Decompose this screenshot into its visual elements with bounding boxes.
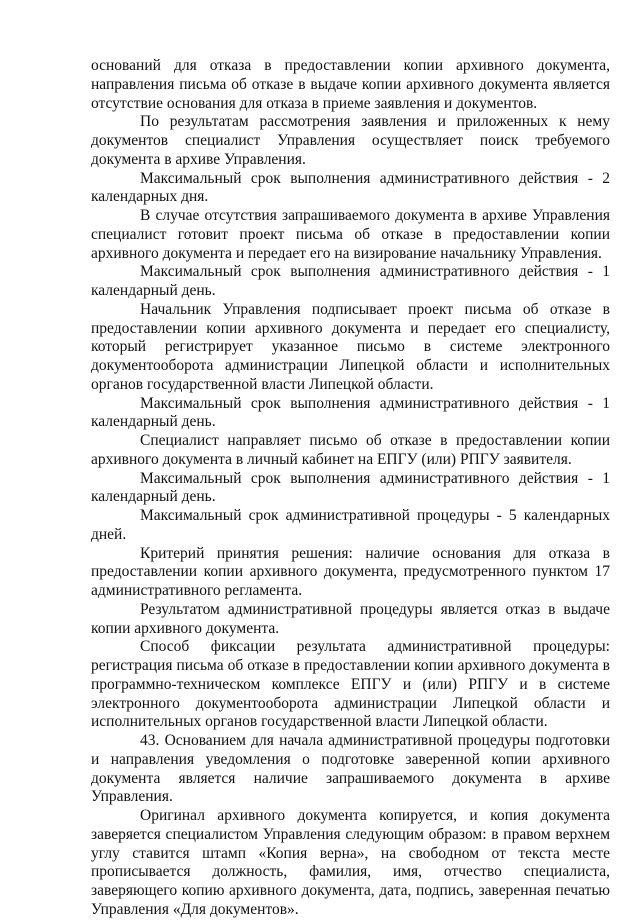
paragraph-7: Максимальный срок выполнения административного действия - 1 календарный день. [91, 394, 610, 431]
paragraph-14: 43. Основанием для начала административной процедуры подготовки и направления уведомления о подготовке заверенной копии архивного документа является наличие запрашиваемого документа в архиве Управления. [91, 732, 610, 806]
document-page [91, 57, 610, 920]
paragraph-8: Специалист направляет письмо об отказе в предоставлении копии архивного документа в личный кабинет на ЕПГУ (или) РПГУ заявителя. [91, 432, 610, 468]
paragraph-11: Критерий принятия решения: наличие основания для отказа в предоставлении копии архивного документа, предусмотренного пунктом 17 административного регламента. [91, 544, 610, 599]
paragraph-13: Способ фиксации результата административной процедуры: регистрация письма об отказе в предоставлении копии архивного документа в программно-техническом комплексе ЕПГУ и (или) РПГУ и в системе электронного документооборота администрации Липецкой области и исполнительных органов государственной власти Липецкой области. [91, 638, 610, 731]
paragraph-1: оснований для отказа в предоставлении копии архивного документа, направления письма об отказе в выдаче копии архивного документа является отсутствие основания для отказа в приеме заявления и документов. [91, 57, 610, 112]
paragraph-5: Максимальный срок выполнения административного действия - 1 календарный день. [91, 263, 610, 299]
paragraph-10: Максимальный срок административной процедуры - 5 календарных дней. [91, 507, 610, 543]
paragraph-3: Максимальный срок выполнения административного действия - 2 календарных дня. [91, 169, 610, 206]
paragraph-12: Результатом административной процедуры является отказ в выдаче копии архивного документа. [91, 600, 610, 637]
paragraph-4: В случае отсутствия запрашиваемого документа в архиве Управления специалист готовит проект письма об отказе в предоставлении копии архивного документа и передает его на визирование начальнику Управления. [91, 207, 610, 262]
paragraph-9: Максимальный срок выполнения административного действия - 1 календарный день. [91, 469, 610, 506]
paragraph-6: Начальник Управления подписывает проект письма об отказе в предоставлении копии архивного документа и передает его специалисту, который регистрирует указанное письмо в системе электронного документооборота администрации Липецкой области и исполнительных органов государственной власти Липецкой области. [91, 300, 610, 393]
paragraph-15: Оригинал архивного документа копируется, и копия документа заверяется специалистом Управления следующим образом: в правом верхнем углу ставится штамп «Копия верна», на свободном от текста месте прописывается должность, фамилия, имя, отчество специалиста, заверяющего копию архивного документа, дата, подпись, заверенная печатью Управления «Для документов». [91, 807, 610, 918]
paragraph-2: По результатам рассмотрения заявления и приложенных к нему документов специалист Управления осуществляет поиск требуемого документа в архиве Управления. [91, 113, 610, 168]
